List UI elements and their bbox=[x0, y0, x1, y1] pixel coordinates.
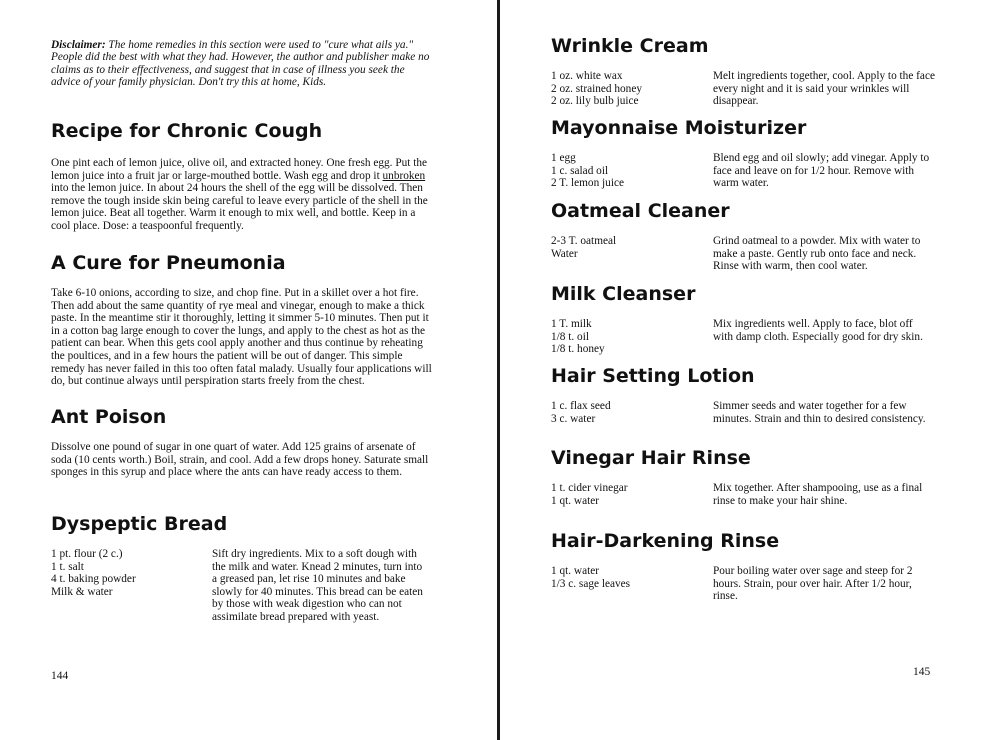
ingredient: 1 qt. water bbox=[551, 565, 599, 577]
dyspeptic-bread-ingredients bbox=[51, 548, 201, 598]
ingredient: 1 qt. water bbox=[551, 494, 599, 507]
recipe-directions: Melt ingredients together, cool. Apply to the face every night and it is said your wrinkles will disappear. bbox=[713, 70, 935, 108]
ingredient: 1 T. milk bbox=[551, 318, 592, 330]
recipe-directions: Grind oatmeal to a powder. Mix with water to make a paste. Gently rub onto face and neck. Rinse with warm, then cool water. bbox=[713, 235, 921, 273]
recipe-title: Oatmeal Cleaner bbox=[551, 200, 730, 222]
recipe-ingredients bbox=[551, 235, 701, 260]
disclaimer-text: The home remedies in this section were used to "cure what ails ya." People did the best with what they had. However, the author and publisher make no claims as to their effectiveness, and suggest that in case of illness you seek the advice of your family physician. Don't try this at home, Kids. bbox=[51, 39, 430, 89]
recipe-title: Wrinkle Cream bbox=[551, 35, 709, 57]
recipe-directions: Pour boiling water over sage and steep for 2 hours. Strain, pour over hair. After 1/2 hour, rinse. bbox=[713, 565, 913, 603]
ingredient: Water bbox=[551, 247, 578, 260]
ingredient: 1 c. salad oil bbox=[551, 164, 609, 177]
disclaimer bbox=[51, 39, 431, 89]
ingredient: 4 t. baking powder bbox=[51, 573, 136, 586]
recipe-ingredients bbox=[551, 400, 701, 425]
recipe-ingredients bbox=[551, 318, 701, 356]
chronic-cough-underlined: unbroken bbox=[382, 169, 426, 182]
page-number-right: 145 bbox=[913, 666, 931, 678]
recipe-directions: Mix together. After shampooing, use as a final rinse to make your hair shine. bbox=[713, 482, 923, 507]
ingredient: 2 T. lemon juice bbox=[551, 177, 624, 190]
recipe-ingredients bbox=[551, 482, 701, 507]
recipe-directions: Blend egg and oil slowly; add vinegar. Apply to face and leave on for 1/2 hour. Remove with warm water. bbox=[713, 152, 930, 190]
recipe-ingredients bbox=[551, 565, 701, 590]
recipe-ingredients bbox=[551, 70, 701, 108]
pneumonia-text: Take 6-10 onions, according to size, and chop fine. Put in a skillet over a hot fire. Then add about the same quantity of rye meal and vinegar, enough to make a thick paste. In the meantime stir it thoroughly, letting it simmer 5-10 minutes. Then put it in a cotton bag large enough to cover the lungs, and apply to the chest as hot as the patient can bear. When this gets cool apply another and thus continue by reheating the poultices, and in a few hours the patient will be out of danger. This simple remedy has never failed in this too often fatal malady. Usually four applications will do, but continue always until perspiration starts freely from the chest. bbox=[51, 287, 432, 388]
ingredient: 2 oz. lily bulb juice bbox=[551, 95, 639, 108]
chronic-cough-text-a: One pint each of lemon juice, olive oil, and extracted honey. One fresh egg. Put the lemon juice into a fruit jar or large-mouthed bottle. Wash egg and drop it bbox=[51, 157, 428, 182]
page-number-left: 144 bbox=[51, 670, 69, 682]
ingredient: 1/8 t. oil bbox=[551, 330, 589, 343]
recipe-title: Mayonnaise Moisturizer bbox=[551, 117, 807, 139]
ingredient: 1 oz. white wax bbox=[551, 70, 623, 82]
dyspeptic-bread-directions: Sift dry ingredients. Mix to a soft dough with the milk and water. Knead 2 minutes, turn into a greased pan, let rise 10 minutes and bake slowly for 40 minutes. This bread can be eaten by those with weak digestion who can not assimilate bread prepared with yeast. bbox=[212, 548, 423, 623]
recipe-title: Hair-Darkening Rinse bbox=[551, 530, 780, 552]
ingredient: 1/3 c. sage leaves bbox=[551, 577, 631, 590]
ingredient: Milk & water bbox=[51, 585, 113, 598]
ingredient: 1 t. salt bbox=[51, 560, 84, 573]
recipe-ingredients bbox=[551, 152, 701, 190]
ingredient: 1 pt. flour (2 c.) bbox=[51, 548, 123, 560]
recipe-title: Hair Setting Lotion bbox=[551, 365, 755, 387]
ingredient: 3 c. water bbox=[551, 412, 596, 425]
chronic-cough-text-b: into the lemon juice. In about 24 hours the shell of the egg will be dissolved. Then remove the tough inside skin being careful to leave every particle of the shell in the lemon juice. Beat all together. Warm it enough to mix well, and bottle. Keep in a cool place. Dose: a teaspoonful frequently. bbox=[51, 182, 428, 232]
recipe-title: Milk Cleanser bbox=[551, 283, 696, 305]
recipe-directions: Simmer seeds and water together for a few minutes. Strain and thin to desired consistency. bbox=[713, 400, 926, 425]
ingredient: 2-3 T. oatmeal bbox=[551, 235, 617, 247]
ingredient: 1 egg bbox=[551, 152, 576, 164]
ingredient: 2 oz. strained honey bbox=[551, 82, 642, 95]
left-page bbox=[0, 0, 497, 740]
disclaimer-label: Disclaimer: bbox=[51, 39, 106, 51]
recipe-directions: Mix ingredients well. Apply to face, blot off with damp cloth. Especially good for dry skin. bbox=[713, 318, 923, 343]
right-page bbox=[500, 0, 1000, 740]
ant-poison-text: Dissolve one pound of sugar in one quart of water. Add 125 grains of arsenate of soda (10 cents worth.) Boil, strain, and cool. Add a few drops honey. Saturate small sponges in this syrup and place where the ants can have ready access to them. bbox=[51, 441, 429, 479]
chronic-cough-title: Recipe for Chronic Cough bbox=[51, 120, 323, 142]
ingredient: 1 c. flax seed bbox=[551, 400, 611, 412]
recipe-title: Vinegar Hair Rinse bbox=[551, 447, 751, 469]
chronic-cough-text bbox=[51, 157, 433, 233]
ingredient: 1 t. cider vinegar bbox=[551, 482, 628, 494]
ingredient: 1/8 t. honey bbox=[551, 343, 605, 356]
dyspeptic-bread-title: Dyspeptic Bread bbox=[51, 513, 228, 535]
ant-poison-title: Ant Poison bbox=[51, 406, 167, 428]
pneumonia-title: A Cure for Pneumonia bbox=[51, 252, 286, 274]
